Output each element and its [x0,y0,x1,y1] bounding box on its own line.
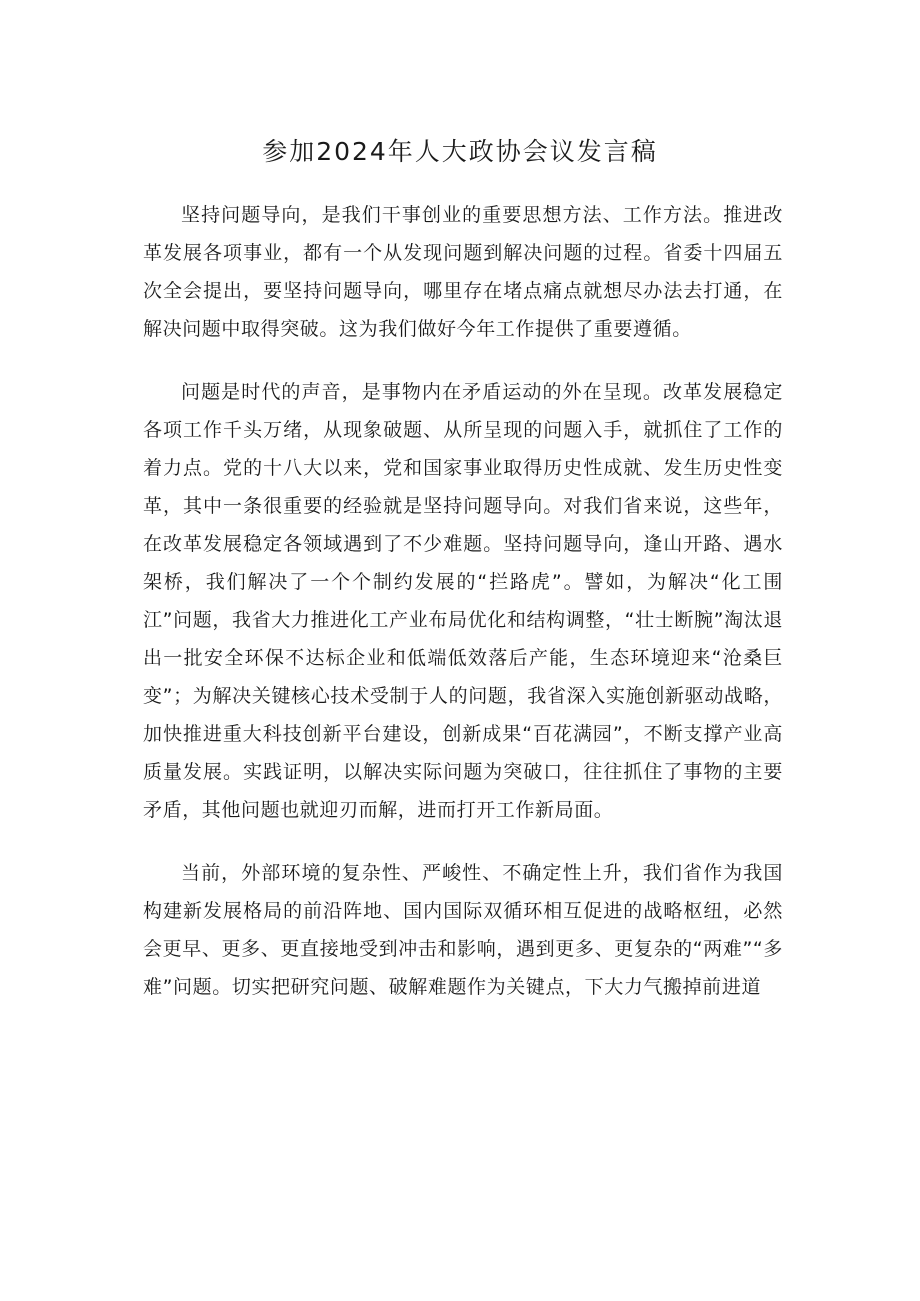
paragraph: 坚持问题导向，是我们干事创业的重要思想方法、工作方法。推进改革发展各项事业，都有一个从发现问题到解决问题的过程。省委十四届五次全会提出，要坚持问题导向，哪里存在堵点痛点就想尽办法去打通，在解决问题中取得突破。这为我们做好今年工作提供了重要遵循。 [143,204,783,340]
paragraph: 当前，外部环境的复杂性、严峻性、不确定性上升，我们省作为我国构建新发展格局的前沿阵地、国内国际双循环相互促进的战略枢纽，必然会更早、更多、更直接地受到冲击和影响，遇到更多、更复杂的“两难”“多难”问题。切实把研究问题、破解难题作为关键点，下大力气搬掉前进道 [143,862,783,998]
document-body [143,196,783,1031]
paragraph: 问题是时代的声音，是事物内在矛盾运动的外在呈现。改革发展稳定各项工作千头万绪，从现象破题、从所呈现的问题入手，就抓住了工作的着力点。党的十八大以来，党和国家事业取得历史性成就、发生历史性变革，其中一条很重要的经验就是坚持问题导向。对我们省来说，这些年，在改革发展稳定各领域遇到了不少难题。坚持问题导向，逢山开路、遇水架桥，我们解决了一个个制约发展的“拦路虎”。譬如，为解决“化工围江”问题，我省大力推进化工产业布局优化和结构调整，“壮士断腕”淘汰退出一批安全环保不达标企业和低端低效落后产能，生态环境迎来“沧桑巨变”；为解决关键核心技术受制于人的问题，我省深入实施创新驱动战略，加快推进重大科技创新平台建设，创新成果“百花满园”，不断支撑产业高质量发展。实践证明，以解决实际问题为突破口，往往抓住了事物的主要矛盾，其他问题也就迎刃而解，进而打开工作新局面。 [143,381,783,821]
document-title: 参加2024年人大政协会议发言稿 [262,137,658,166]
